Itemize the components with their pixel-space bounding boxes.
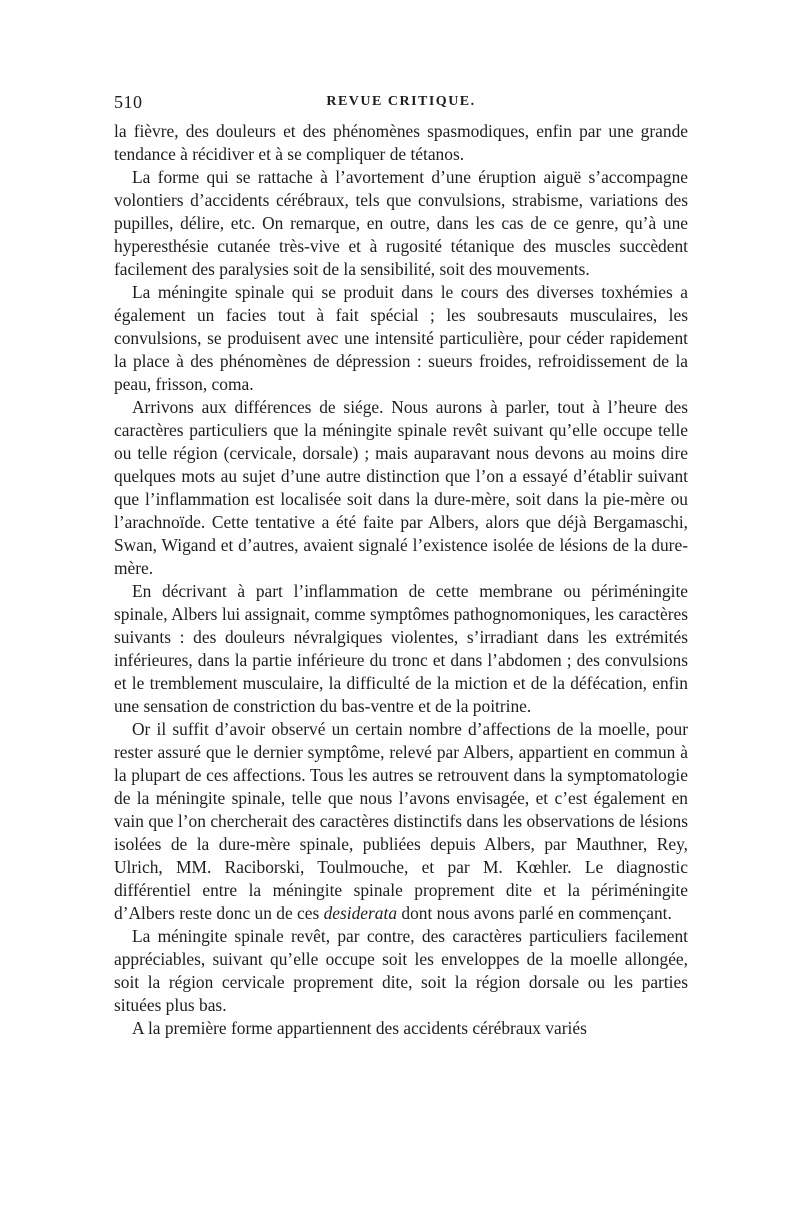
paragraph-3: La méningite spinale qui se produit dans le cours des diverses toxhémies a également un facies tout à fait spécial ; les soubresauts musculaires, les convulsions, se produisent avec une intensité particulière, pour céder rapidement la place à des phénomènes de dépression : sueurs froides, refroidissement de la peau, frisson, coma. — [114, 282, 688, 394]
page-number: 510 — [114, 92, 143, 112]
paragraph-2: La forme qui se rattache à l’avortement d’une éruption aiguë s’accompagne volontiers d’accidents cérébraux, tels que convulsions, strabisme, variations des pupilles, délire, etc. On remarque, en outre, dans les cas de ce genre, qu’à une hyperesthésie cutanée très-vive et à rugosité tétanique des muscles succèdent facilement des paralysies soit de la sensibilité, soit des mouvements. — [114, 167, 688, 279]
paragraph-5: En décrivant à part l’inflammation de cette membrane ou périméningite spinale, Albers lui assignait, comme symptômes pathognomoniques, les caractères suivants : des douleurs névralgiques violentes, s’irradiant dans les extrémités inférieures, dans la partie inférieure du tronc et dans l’abdomen ; des convulsions et le tremblement musculaire, la difficulté de la miction et de la défécation, enfin une sensation de constriction du bas-ventre et de la poitrine. — [114, 581, 688, 716]
running-title: REVUE CRITIQUE. — [326, 94, 476, 109]
paragraph-1: la fièvre, des douleurs et des phénomènes spasmodiques, enfin par une grande tendance à récidiver et à se compliquer de tétanos. — [114, 121, 688, 164]
paragraph-4: Arrivons aux différences de siége. Nous aurons à parler, tout à l’heure des caractères particuliers que la méningite spinale revêt suivant qu’elle occupe telle ou telle région (cervicale, dorsale) ; mais auparavant nous devons au moins dire quelques mots au sujet d’une autre distinction que l’on a essayé d’établir suivant que l’inflammation est localisée soit dans la dure-mère, soit dans la pie-mère ou l’arachnoïde. Cette tentative a été faite par Albers, alors que déjà Bergamaschi, Swan, Wigand et d’autres, avaient signalé l’existence isolée de lésions de la dure-mère. — [114, 397, 688, 578]
paragraph-7: La méningite spinale revêt, par contre, des caractères particuliers facilement appréciables, suivant qu’elle occupe soit les enveloppes de la moelle allongée, soit la région cervicale proprement dite, soit la région dorsale ou les parties situées plus bas. — [114, 926, 688, 1015]
paragraph-6-text: Or il suffit d’avoir observé un certain nombre d’affections de la moelle, pour rester assuré que le dernier symptôme, relevé par Albers, appartient en commun à la plupart de ces affections. Tous les autres se retrouvent dans la symptomatologie de la méningite spinale, telle que nous l’avons envisagée, et c’est également en vain que l’on chercherait des caractères distinctifs dans les observations de lésions isolées de la dure-mère spinale, publiées depuis Albers, par Mauthner, Rey, Ulrich, MM. Raciborski, Toulmouche, et par M. Kœhler. Le diagnostic différentiel entre la méningite spinale proprement dite et la périméningite d’Albers reste donc un de ces — [114, 719, 688, 923]
document-page — [114, 92, 688, 1040]
paragraph-6-end: dont nous avons parlé en commençant. — [401, 903, 672, 923]
running-header — [114, 92, 688, 114]
body-text — [114, 120, 688, 1040]
paragraph-6 — [114, 718, 688, 925]
paragraph-8: A la première forme appartiennent des accidents cérébraux variés — [132, 1018, 587, 1038]
desiderata-italic: desiderata — [323, 903, 398, 923]
